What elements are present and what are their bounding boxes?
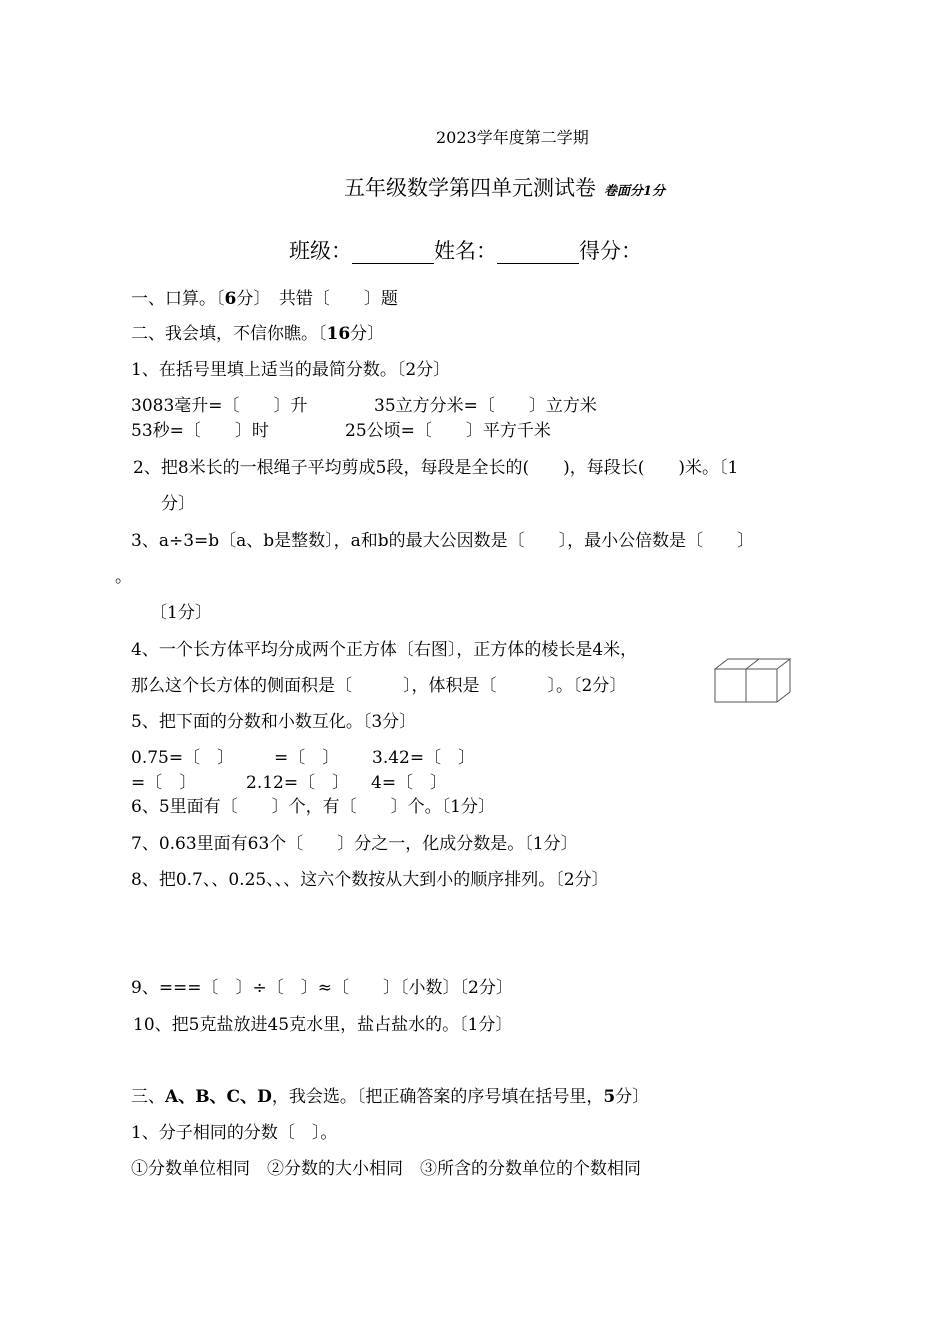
question-2-1-item-c: 53秒=〔 〕时 [131,421,269,441]
section-2-points: 16 [326,324,351,344]
question-2-2: 2、把8米长的一根绳子平均剪成5段，每段是全长的( )，每段长( )米。〔1 [133,458,739,478]
neatness-note: 卷面分1分 [604,184,666,199]
question-2-3-dot: 。 [115,567,132,587]
question-3-1: 1、分子相同的分数〔 〕。 [131,1123,338,1143]
class-blank[interactable] [352,241,434,264]
question-2-5-item-f: 4=〔 〕 [371,773,448,793]
exam-title [344,175,665,205]
exam-title-text: 五年级数学第四单元测试卷 [344,176,596,200]
question-2-1: 1、在括号里填上适当的最简分数。〔2分〕 [131,360,451,380]
question-2-2-cont: 分〕 [161,494,195,514]
section-3-text-c: 分〕 [615,1087,650,1107]
question-2-5-item-a: 0.75=〔 〕 [131,748,235,768]
school-term: 2023学年度第二学期 [436,128,589,147]
question-2-1-item-d: 25公顷=〔 〕平方千米 [345,421,551,441]
section-3-points: 5 [603,1087,616,1107]
student-info-row [289,238,642,264]
question-2-1-item-b: 35立方分米=〔 〕立方米 [374,396,597,416]
section-2-text-a: 二、我会填，不信你瞧。〔 [131,324,327,344]
section-3-heading [131,1087,649,1107]
question-2-10: 10、把5克盐放进45克水里，盐占盐水的。〔1分〕 [133,1015,513,1035]
question-2-5-item-c: 3.42=〔 〕 [372,748,476,768]
question-3-1-options: ①分数单位相同 ②分数的大小相同 ③所含的分数单位的个数相同 [131,1159,641,1179]
section-3-text-a: 三、 [131,1087,165,1107]
section-1-heading [131,289,398,309]
section-1-points: 6 [224,289,237,309]
name-blank[interactable] [497,241,579,264]
section-3-text-b: ，我会选。〔把正确答案的序号填在括号里， [271,1087,604,1107]
question-2-4-cont: 那么这个长方体的侧面积是〔 〕，体积是〔 〕。〔2分〕 [131,676,627,696]
question-2-9: 9、===〔 〕÷〔 〕≈〔 〕〔小数〕〔2分〕 [131,978,513,998]
question-2-5-item-b: =〔 〕 [274,748,340,768]
cube-right-front [746,669,777,702]
section-2-text-b: 分〕 [350,324,385,344]
score-label: 得分： [579,239,642,263]
question-2-7: 7、0.63里面有63个〔 〕分之一，化成分数是。〔1分〕 [131,834,578,854]
section-3-options: A、B、C、D [165,1087,272,1107]
question-2-5: 5、把下面的分数和小数互化。〔3分〕 [131,712,417,732]
cuboid-top-divider [746,659,759,669]
question-2-3-points: 〔1分〕 [150,603,212,623]
class-label: 班级： [289,239,352,263]
question-2-3: 3、a÷3=b〔a、b是整数〕，a和b的最大公因数是〔 〕，最小公倍数是〔 〕 [131,531,755,551]
question-2-6: 6、5里面有〔 〕个，有〔 〕个。〔1分〕 [131,797,495,817]
question-2-5-item-e: 2.12=〔 〕 [246,773,350,793]
question-2-1-item-a: 3083毫升=〔 〕升 [131,396,308,416]
cuboid-figure [714,656,792,704]
section-1-text-a: 一、口算。〔 [131,289,225,309]
question-2-4: 4、一个长方体平均分成两个正方体〔右图〕，正方体的棱长是4米， [131,640,638,660]
section-2-heading [131,324,384,344]
name-label: 姓名： [434,239,497,263]
section-1-text-b: 分〕 共错〔 〕题 [236,289,398,309]
question-2-8: 8、把0.7、、0.25、、、这六个数按从大到小的顺序排列。〔2分〕 [131,870,609,890]
cuboid-side [777,659,790,702]
cube-left-front [715,669,746,702]
question-2-5-item-d: =〔 〕 [131,773,197,793]
